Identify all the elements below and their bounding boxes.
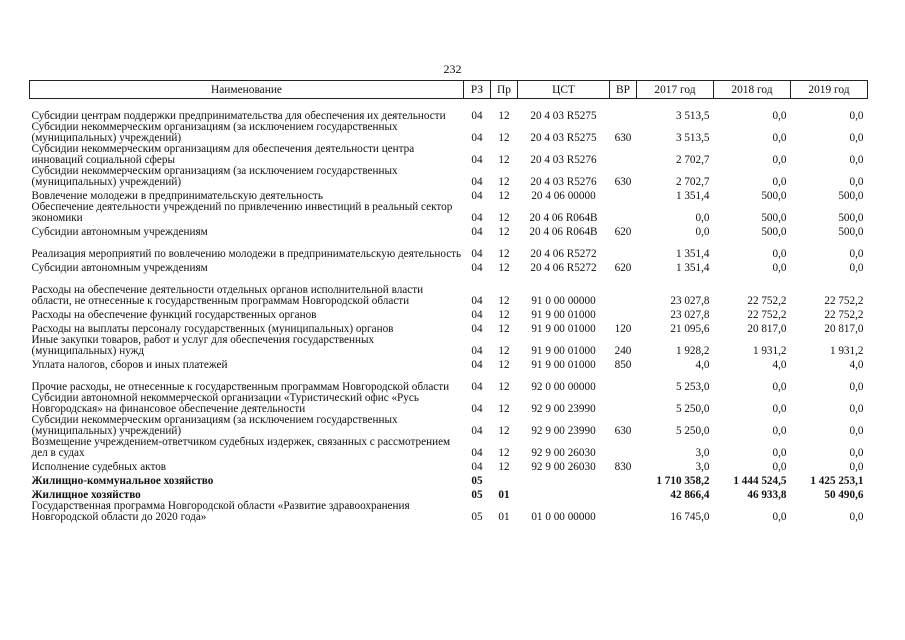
header-name: Наименование bbox=[30, 81, 464, 99]
cell-vr: 620 bbox=[614, 261, 632, 274]
cell-rz: 04 bbox=[471, 322, 483, 335]
cell-rz: 04 bbox=[471, 153, 483, 166]
header-cst: ЦСТ bbox=[518, 81, 610, 99]
cell-y2017: 23 027,8 bbox=[670, 308, 710, 321]
cell-y2017: 5 250,0 bbox=[675, 424, 710, 437]
cell-cst: 92 9 00 23990 bbox=[531, 424, 596, 437]
cell-vr bbox=[610, 273, 637, 306]
table-row bbox=[30, 223, 868, 237]
table-row bbox=[30, 306, 868, 320]
cell-pr: 12 bbox=[498, 247, 510, 260]
cell-cst: 20 4 06 R5272 bbox=[530, 247, 597, 260]
cell-y2019: 0,0 bbox=[849, 460, 864, 473]
cell-y2019: 0,0 bbox=[849, 153, 864, 166]
cell-pr: 12 bbox=[498, 402, 510, 415]
cell-y2018: 500,0 bbox=[761, 225, 787, 238]
cell-y2019: 0,0 bbox=[849, 131, 864, 144]
cell-y2018: 0,0 bbox=[772, 446, 787, 459]
cell-name: Субсидии автономной некоммерческой организации «Туристический офис «Русь Новгородская» на финансовое обеспечение деятельности bbox=[31, 392, 419, 415]
cell-vr bbox=[610, 143, 637, 165]
cell-name: Расходы на обеспечение деятельности отдельных органов исполнительной власти области, не отнесенные к государственным программам Новгородской области bbox=[31, 284, 424, 307]
table-row bbox=[30, 187, 868, 201]
cell-rz: 04 bbox=[471, 109, 483, 122]
cell-name: Возмещение учреждением-ответчиком судебных издержек, связанных с рассмотрением дел в судах bbox=[31, 436, 451, 459]
cell-rz: 04 bbox=[471, 211, 483, 224]
cell-pr: 12 bbox=[498, 175, 510, 188]
cell-y2017: 1 710 358,2 bbox=[656, 474, 710, 487]
cell-name: Субсидии автономным учреждениям bbox=[31, 225, 208, 238]
cell-y2017: 1 928,2 bbox=[675, 344, 710, 357]
cell-y2018: 0,0 bbox=[772, 510, 787, 523]
cell-cst: 20 4 06 R064B bbox=[529, 211, 598, 224]
cell-vr: 630 bbox=[614, 175, 632, 188]
table-row bbox=[30, 273, 868, 306]
cell-name: Иные закупки товаров, работ и услуг для обеспечения государственных (муниципальных) нужд bbox=[31, 334, 375, 357]
cell-name: Субсидии некоммерческим организациям (за исключением государственных (муниципальных) учреждений) bbox=[31, 165, 398, 188]
cell-pr: 12 bbox=[498, 344, 510, 357]
cell-cst: 92 9 00 23990 bbox=[531, 402, 596, 415]
table-row bbox=[30, 414, 868, 436]
cell-cst: 20 4 03 R5275 bbox=[530, 109, 597, 122]
cell-cst bbox=[518, 486, 610, 500]
cell-y2018: 0,0 bbox=[772, 109, 787, 122]
cell-y2019: 500,0 bbox=[838, 225, 864, 238]
cell-vr: 630 bbox=[614, 424, 632, 437]
cell-rz: 04 bbox=[471, 344, 483, 357]
cell-name: Реализация мероприятий по вовлечению молодежи в предпринимательскую деятельность bbox=[31, 247, 462, 260]
cell-rz: 04 bbox=[471, 358, 483, 371]
table-row bbox=[30, 486, 868, 500]
cell-y2018: 500,0 bbox=[761, 211, 787, 224]
table-row bbox=[30, 370, 868, 392]
cell-pr: 12 bbox=[498, 189, 510, 202]
cell-name: Субсидии некоммерческим организациям (за исключением государственных (муниципальных) учреждений) bbox=[31, 414, 398, 437]
cell-rz: 04 bbox=[471, 247, 483, 260]
cell-vr: 620 bbox=[614, 225, 632, 238]
cell-y2017: 1 351,4 bbox=[675, 247, 710, 260]
cell-vr bbox=[610, 306, 637, 320]
cell-rz: 04 bbox=[471, 225, 483, 238]
cell-pr: 12 bbox=[498, 358, 510, 371]
cell-y2018: 0,0 bbox=[772, 424, 787, 437]
cell-y2018: 46 933,8 bbox=[747, 488, 787, 501]
cell-y2019: 22 752,2 bbox=[824, 308, 864, 321]
cell-y2019: 1 425 253,1 bbox=[810, 474, 864, 487]
cell-name: Исполнение судебных актов bbox=[31, 460, 167, 473]
cell-cst: 20 4 03 R5276 bbox=[530, 175, 597, 188]
cell-y2018: 0,0 bbox=[772, 460, 787, 473]
cell-pr: 12 bbox=[498, 131, 510, 144]
cell-vr bbox=[610, 392, 637, 414]
cell-cst: 01 0 00 00000 bbox=[531, 510, 596, 523]
cell-y2017: 5 250,0 bbox=[675, 402, 710, 415]
cell-y2019: 1 931,2 bbox=[829, 344, 864, 357]
cell-y2019: 0,0 bbox=[849, 175, 864, 188]
cell-cst: 91 9 00 01000 bbox=[531, 344, 596, 357]
cell-cst: 91 0 00 00000 bbox=[531, 294, 596, 307]
cell-vr bbox=[610, 99, 637, 122]
cell-y2018: 4,0 bbox=[772, 358, 787, 371]
cell-rz: 05 bbox=[471, 488, 483, 501]
cell-y2019: 0,0 bbox=[849, 247, 864, 260]
cell-name: Государственная программа Новгородской области «Развитие здравоохранения Новгородской области до 2020 года» bbox=[31, 500, 410, 523]
cell-rz: 04 bbox=[471, 308, 483, 321]
cell-y2019: 0,0 bbox=[849, 380, 864, 393]
cell-pr: 12 bbox=[498, 211, 510, 224]
cell-y2017: 2 702,7 bbox=[675, 153, 710, 166]
cell-y2019: 500,0 bbox=[838, 211, 864, 224]
cell-vr bbox=[610, 472, 637, 486]
cell-pr bbox=[491, 472, 518, 486]
cell-rz: 04 bbox=[471, 294, 483, 307]
cell-vr: 240 bbox=[614, 344, 632, 357]
table-row bbox=[30, 458, 868, 472]
cell-y2018: 1 444 524,5 bbox=[733, 474, 787, 487]
cell-y2017: 3,0 bbox=[695, 460, 710, 473]
cell-rz: 04 bbox=[471, 380, 483, 393]
table-row bbox=[30, 237, 868, 259]
cell-rz: 04 bbox=[471, 131, 483, 144]
cell-y2017: 1 351,4 bbox=[675, 261, 710, 274]
cell-vr: 630 bbox=[614, 131, 632, 144]
cell-pr: 12 bbox=[498, 322, 510, 335]
table-row bbox=[30, 356, 868, 370]
cell-cst bbox=[518, 472, 610, 486]
cell-y2019: 0,0 bbox=[849, 109, 864, 122]
cell-name: Обеспечение деятельности учреждений по привлечению инвестиций в реальный сектор экономики bbox=[31, 201, 453, 224]
cell-cst: 20 4 03 R5276 bbox=[530, 153, 597, 166]
table-row bbox=[30, 392, 868, 414]
cell-rz: 04 bbox=[471, 446, 483, 459]
cell-vr bbox=[610, 436, 637, 458]
table-row bbox=[30, 201, 868, 223]
cell-pr: 12 bbox=[498, 261, 510, 274]
cell-pr: 12 bbox=[498, 109, 510, 122]
cell-y2017: 1 351,4 bbox=[675, 189, 710, 202]
cell-pr: 01 bbox=[498, 488, 510, 501]
cell-y2018: 1 931,2 bbox=[752, 344, 787, 357]
cell-name: Субсидии автономным учреждениям bbox=[31, 261, 208, 274]
cell-pr: 12 bbox=[498, 225, 510, 238]
header-2018: 2018 год bbox=[714, 81, 791, 99]
table-row bbox=[30, 121, 868, 143]
cell-rz: 04 bbox=[471, 175, 483, 188]
budget-table bbox=[29, 80, 868, 522]
cell-vr bbox=[610, 201, 637, 223]
cell-y2019: 0,0 bbox=[849, 261, 864, 274]
cell-pr: 01 bbox=[498, 510, 510, 523]
header-2017: 2017 год bbox=[637, 81, 714, 99]
cell-name: Субсидии некоммерческим организациям (за исключением государственных (муниципальных) учреждений) bbox=[31, 121, 398, 144]
cell-rz: 04 bbox=[471, 424, 483, 437]
cell-y2017: 2 702,7 bbox=[675, 175, 710, 188]
page-number: 232 bbox=[443, 62, 462, 76]
cell-name: Прочие расходы, не отнесенные к государственным программам Новгородской области bbox=[31, 380, 450, 393]
cell-y2018: 0,0 bbox=[772, 402, 787, 415]
cell-pr: 12 bbox=[498, 308, 510, 321]
table-row bbox=[30, 99, 868, 122]
cell-name: Уплата налогов, сборов и иных платежей bbox=[31, 358, 228, 371]
table-row bbox=[30, 334, 868, 356]
cell-pr: 12 bbox=[498, 446, 510, 459]
cell-cst: 20 4 03 R5275 bbox=[530, 131, 597, 144]
cell-y2017: 3 513,5 bbox=[675, 131, 710, 144]
cell-cst: 20 4 06 R064B bbox=[529, 225, 598, 238]
cell-rz: 05 bbox=[471, 510, 483, 523]
cell-pr: 12 bbox=[498, 380, 510, 393]
cell-pr: 12 bbox=[498, 153, 510, 166]
cell-vr bbox=[610, 237, 637, 259]
cell-y2019: 4,0 bbox=[849, 358, 864, 371]
cell-cst: 20 4 06 00000 bbox=[531, 189, 596, 202]
cell-pr: 12 bbox=[498, 460, 510, 473]
header-pr: Пр bbox=[491, 81, 518, 99]
cell-y2017: 3,0 bbox=[695, 446, 710, 459]
cell-y2018: 0,0 bbox=[772, 247, 787, 260]
cell-cst: 92 9 00 26030 bbox=[531, 460, 596, 473]
table-header-row bbox=[30, 81, 868, 99]
cell-y2019: 0,0 bbox=[849, 424, 864, 437]
table-row bbox=[30, 472, 868, 486]
cell-y2017: 5 253,0 bbox=[675, 380, 710, 393]
header-rz: РЗ bbox=[464, 81, 491, 99]
cell-rz: 04 bbox=[471, 460, 483, 473]
cell-vr: 120 bbox=[614, 322, 632, 335]
cell-y2017: 21 095,6 bbox=[670, 322, 710, 335]
cell-y2018: 0,0 bbox=[772, 131, 787, 144]
cell-y2017: 16 745,0 bbox=[670, 510, 710, 523]
cell-y2018: 500,0 bbox=[761, 189, 787, 202]
cell-rz: 04 bbox=[471, 189, 483, 202]
cell-y2019: 0,0 bbox=[849, 446, 864, 459]
cell-cst: 92 0 00 00000 bbox=[531, 380, 596, 393]
cell-y2017: 0,0 bbox=[695, 225, 710, 238]
cell-rz: 04 bbox=[471, 402, 483, 415]
cell-pr: 12 bbox=[498, 294, 510, 307]
cell-name: Жилищно-коммунальное хозяйство bbox=[31, 474, 214, 487]
cell-y2019: 500,0 bbox=[838, 189, 864, 202]
cell-y2019: 50 490,6 bbox=[824, 488, 864, 501]
table-row bbox=[30, 320, 868, 334]
cell-vr bbox=[610, 187, 637, 201]
cell-name: Расходы на выплаты персоналу государственных (муниципальных) органов bbox=[31, 322, 394, 335]
cell-cst: 91 9 00 01000 bbox=[531, 322, 596, 335]
cell-name: Расходы на обеспечение функций государственных органов bbox=[31, 308, 317, 321]
table-row bbox=[30, 436, 868, 458]
table-row bbox=[30, 165, 868, 187]
cell-y2018: 0,0 bbox=[772, 261, 787, 274]
cell-cst: 91 9 00 01000 bbox=[531, 358, 596, 371]
cell-y2018: 0,0 bbox=[772, 175, 787, 188]
cell-y2018: 0,0 bbox=[772, 153, 787, 166]
cell-vr: 850 bbox=[614, 358, 632, 371]
cell-name: Жилищное хозяйство bbox=[31, 488, 141, 501]
cell-y2019: 22 752,2 bbox=[824, 294, 864, 307]
cell-vr bbox=[610, 500, 637, 522]
cell-pr: 12 bbox=[498, 424, 510, 437]
cell-cst: 92 9 00 26030 bbox=[531, 446, 596, 459]
cell-y2017: 42 866,4 bbox=[670, 488, 710, 501]
cell-name: Субсидии некоммерческим организациям для обеспечения деятельности центра инноваций социальной сферы bbox=[31, 143, 415, 166]
cell-rz: 04 bbox=[471, 261, 483, 274]
cell-y2018: 0,0 bbox=[772, 380, 787, 393]
cell-vr bbox=[610, 370, 637, 392]
table-row bbox=[30, 259, 868, 273]
cell-y2019: 0,0 bbox=[849, 510, 864, 523]
table-row bbox=[30, 143, 868, 165]
cell-y2018: 20 817,0 bbox=[747, 322, 787, 335]
cell-y2017: 4,0 bbox=[695, 358, 710, 371]
cell-cst: 91 9 00 01000 bbox=[531, 308, 596, 321]
cell-rz: 05 bbox=[471, 474, 483, 487]
cell-y2017: 23 027,8 bbox=[670, 294, 710, 307]
cell-y2018: 22 752,2 bbox=[747, 308, 787, 321]
cell-y2017: 0,0 bbox=[695, 211, 710, 224]
cell-y2019: 20 817,0 bbox=[824, 322, 864, 335]
cell-vr: 830 bbox=[614, 460, 632, 473]
cell-y2018: 22 752,2 bbox=[747, 294, 787, 307]
cell-cst: 20 4 06 R5272 bbox=[530, 261, 597, 274]
cell-vr bbox=[610, 486, 637, 500]
cell-y2017: 3 513,5 bbox=[675, 109, 710, 122]
header-vr: ВР bbox=[610, 81, 637, 99]
header-2019: 2019 год bbox=[791, 81, 868, 99]
cell-y2019: 0,0 bbox=[849, 402, 864, 415]
cell-name: Субсидии центрам поддержки предпринимательства для обеспечения их деятельности bbox=[31, 109, 446, 122]
cell-name: Вовлечение молодежи в предпринимательскую деятельность bbox=[31, 189, 323, 202]
table-body bbox=[30, 99, 868, 523]
table-row bbox=[30, 500, 868, 522]
